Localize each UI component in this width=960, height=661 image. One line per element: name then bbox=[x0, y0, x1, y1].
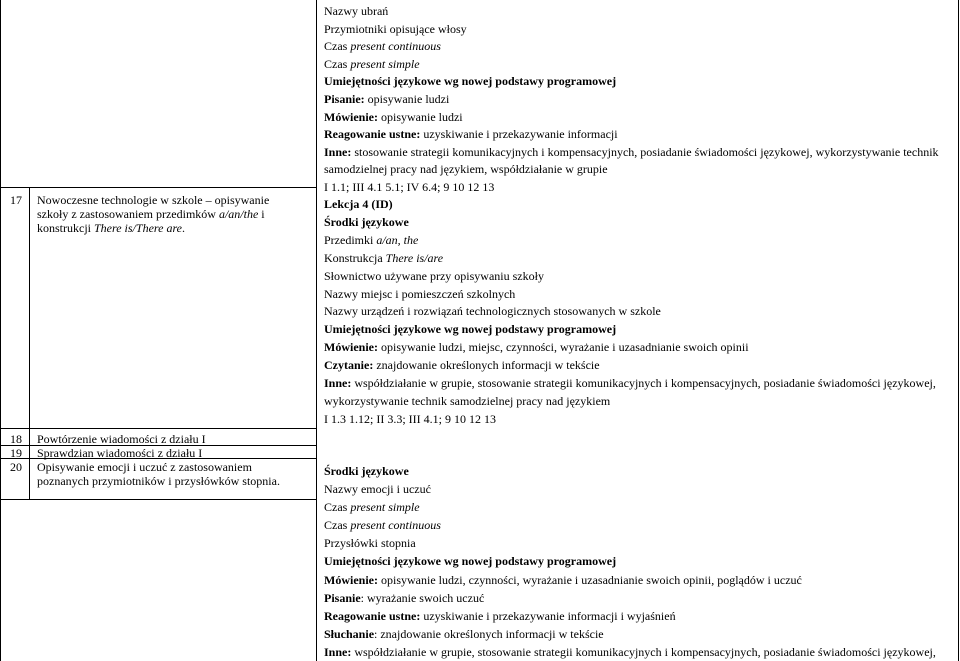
content-line: Umiejętności językowe wg nowej podstawy programowej bbox=[324, 322, 617, 337]
content-line: Lekcja 4 (ID) bbox=[324, 197, 393, 211]
content-line: I 1.3 1.12; II 3.3; III 4.1; 9 10 12 13 bbox=[324, 411, 496, 426]
row-divider bbox=[0, 499, 317, 500]
content-line: Mówienie: opisywanie ludzi, czynności, wyrażanie i uzasadnianie swoich opinii, poglądów i uczuć bbox=[324, 572, 802, 587]
lesson-content-block-1 bbox=[324, 3, 946, 197]
content-line: Przymiotniki opisujące włosy bbox=[324, 21, 467, 36]
content-line: Konstrukcja There is/are bbox=[324, 250, 444, 265]
row-number: 19 bbox=[10, 446, 22, 460]
column-divider-num bbox=[29, 187, 30, 499]
column-divider-topic bbox=[316, 0, 317, 661]
content-line: Czas present simple bbox=[324, 56, 420, 71]
lesson-topic: Powtórzenie wiadomości z działu I bbox=[37, 432, 206, 446]
content-line: Inne: współdziałanie w grupie, stosowanie strategii komunikacyjnych i kompensacyjnych, posiadanie świadomości językowej, bbox=[324, 644, 936, 659]
content-line: Mówienie: opisywanie ludzi, miejsc, czynności, wyrażanie i uzasadnianie swoich opinii bbox=[324, 340, 749, 355]
content-line: Słuchanie: znajdowanie określonych informacji w tekście bbox=[324, 626, 604, 641]
lesson-topic: Opisywanie emocji i uczuć z zastosowaniem poznanych przymiotników i przysłówków stopnia. bbox=[37, 460, 280, 488]
row-number: 18 bbox=[10, 432, 22, 446]
content-line: Czas present continuous bbox=[324, 518, 441, 533]
content-line: Pisanie: opisywanie ludzi bbox=[324, 91, 450, 106]
content-line: Czas present simple bbox=[324, 500, 420, 515]
content-line: Środki językowe bbox=[324, 464, 409, 478]
content-line: Nazwy ubrań bbox=[324, 4, 389, 18]
row-number: 17 bbox=[10, 193, 22, 207]
row-divider bbox=[0, 187, 317, 188]
content-line: I 1.1; III 4.1 5.1; IV 6.4; 9 10 12 13 bbox=[324, 179, 495, 194]
lesson-content-block-3 bbox=[324, 462, 946, 661]
content-line: Nazwy urządzeń i rozwiązań technologicznych stosowanych w szkole bbox=[324, 304, 661, 319]
content-line: Umiejętności językowe wg nowej podstawy programowej bbox=[324, 74, 617, 89]
table-border-right bbox=[958, 0, 959, 661]
content-line: Mówienie: opisywanie ludzi bbox=[324, 109, 463, 124]
content-line: Nazwy miejsc i pomieszczeń szkolnych bbox=[324, 286, 516, 301]
content-line: Inne: współdziałanie w grupie, stosowanie strategii komunikacyjnych i kompensacyjnych, posiadanie świadomości językowej, wykorzystywanie technik samodzielnej pracy nad językiem bbox=[324, 376, 936, 408]
content-line: Reagowanie ustne: uzyskiwanie i przekazywanie informacji bbox=[324, 127, 618, 142]
lesson-topic: Nowoczesne technologie w szkole – opisywanie szkoły z zastosowaniem przedimków a/an/the i konstrukcji There is/There are. bbox=[37, 193, 270, 235]
content-line: Słownictwo używane przy opisywaniu szkoły bbox=[324, 268, 544, 283]
content-line: Przysłówki stopnia bbox=[324, 536, 416, 551]
content-line: Czas present continuous bbox=[324, 39, 441, 54]
content-line: Nazwy emocji i uczuć bbox=[324, 482, 431, 497]
lesson-content-block-2 bbox=[324, 196, 946, 429]
content-line: Środki językowe bbox=[324, 214, 409, 229]
row-divider bbox=[0, 428, 317, 429]
table-border-left bbox=[0, 0, 1, 661]
content-line: Inne: stosowanie strategii komunikacyjnych i kompensacyjnych, posiadanie świadomości językowej, wykorzystywanie technik samodzielnej pracy nad językiem, współdziałanie w grupie bbox=[324, 144, 939, 177]
content-line: Przedimki a/an, the bbox=[324, 232, 419, 247]
lesson-topic: Sprawdzian wiadomości z działu I bbox=[37, 446, 203, 460]
content-line: Reagowanie ustne: uzyskiwanie i przekazywanie informacji i wyjaśnień bbox=[324, 608, 676, 623]
content-line: Pisanie: wyrażanie swoich uczuć bbox=[324, 590, 485, 605]
content-line: Czytanie: znajdowanie określonych informacji w tekście bbox=[324, 358, 600, 373]
row-number: 20 bbox=[10, 460, 22, 474]
content-line: Umiejętności językowe wg nowej podstawy programowej bbox=[324, 554, 617, 569]
